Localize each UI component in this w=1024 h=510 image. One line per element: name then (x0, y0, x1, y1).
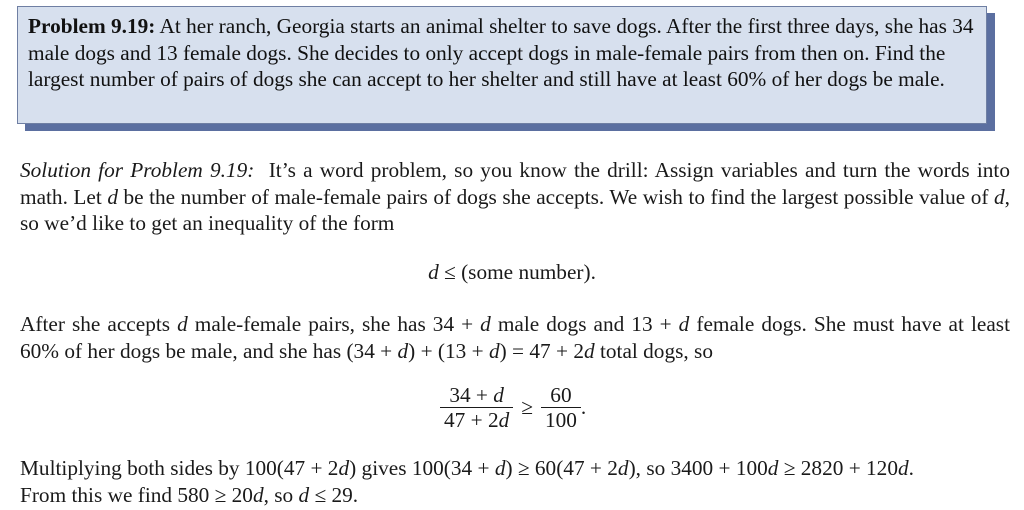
para3-text: From this we find 580 ≥ 20 (20, 482, 253, 507)
solution-text-2: be the number of male-female pairs of dogs she accepts. We wish to find the largest possible value of (117, 184, 995, 209)
fraction-right-denominator: 100 (544, 408, 577, 433)
solution-paragraph-3 (20, 455, 1010, 508)
para2-text: female dogs. She must have at least 60% of her dogs be male, and she has (34 + (20, 312, 1010, 363)
var-d: d (494, 456, 506, 480)
display-inequality-rest: ≤ (some number). (438, 260, 596, 284)
var-d: d (994, 184, 1005, 209)
var-d: d (177, 312, 188, 336)
solution-paragraph-2 (20, 311, 1010, 364)
var-d: d (767, 456, 779, 480)
solution-text-3: , so we’d like to get an inequality of the form (20, 184, 1010, 235)
para3-text: , so (263, 482, 299, 507)
solution-label: Solution for Problem 9.19: (20, 158, 255, 182)
para2-text: male dogs and 13 + (490, 312, 679, 336)
var-d: d (584, 338, 595, 363)
fraction-right-numerator: 60 (550, 383, 572, 407)
var-d: d (252, 482, 264, 507)
fraction-right (541, 383, 581, 432)
var-d: d (498, 408, 510, 433)
var-d: d (617, 456, 629, 480)
solution-text-1: It’s a word problem, so you know the drill: Assign variables and turn the words into math. Let (20, 158, 1010, 209)
solution-intro (20, 157, 1010, 237)
fraction-left-numerator: 34 + d (449, 383, 504, 407)
para3-text: ) ≥ 60(47 + 2 (505, 456, 618, 480)
para2-text: ) + (13 + (408, 338, 489, 363)
var-d: d (428, 260, 439, 284)
var-d: d (338, 456, 350, 480)
var-d: d (480, 312, 491, 336)
display-inequality (0, 260, 1024, 285)
fraction-left-denominator: 47 + 2d (444, 408, 510, 433)
problem-label: Problem 9.19: (28, 14, 156, 38)
para3-text: . (908, 456, 914, 480)
var-d: d (397, 338, 409, 363)
para3-text: Multiplying both sides by 100(47 + 2 (20, 456, 339, 480)
fraction-period: . (580, 395, 587, 420)
para3-text: ≥ 2820 + 120 (778, 456, 898, 480)
fraction-inequality (440, 383, 586, 432)
fraction-left (440, 383, 513, 432)
var-d: d (107, 184, 118, 209)
para2-text: After she accepts (20, 312, 178, 336)
problem-text: At her ranch, Georgia starts an animal shelter to save dogs. After the first three days, she has 34 male dogs and 13 female dogs. She decides to only accept dogs in male-female pairs from then on. Find the largest number of pairs of dogs she can accept to her shelter and still have at least 60% of her dogs be male. (28, 14, 974, 91)
para2-text: total dogs, so (594, 338, 713, 363)
para3-text: ≤ 29. (309, 482, 359, 507)
para2-text: male-female pairs, she has 34 + (187, 312, 481, 336)
var-d: d (298, 482, 310, 507)
para2-text: ) = 47 + 2 (499, 338, 584, 363)
var-d: d (897, 456, 909, 480)
problem-box (17, 6, 987, 124)
var-d: d (488, 338, 500, 363)
var-d: d (493, 383, 504, 407)
para3-text: ) gives 100(34 + (349, 456, 495, 480)
var-d: d (678, 312, 690, 336)
relation-symbol: ≥ (521, 395, 533, 420)
para3-text: ), so 3400 + 100 (628, 456, 768, 480)
